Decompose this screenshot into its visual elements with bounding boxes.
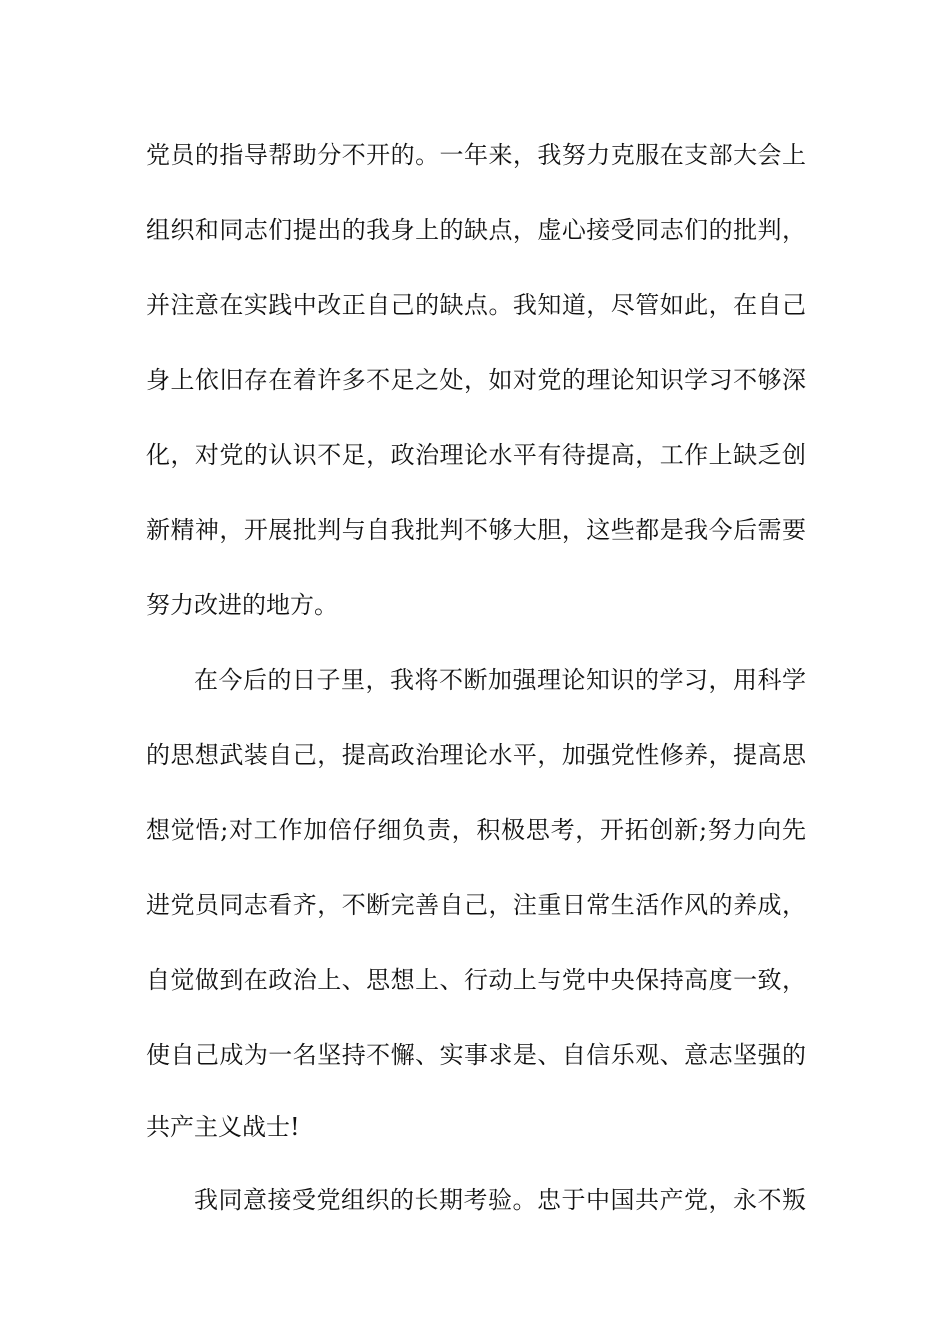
text-line: 新精神，开展批判与自我批判不够大胆，这些都是我今后需要 xyxy=(146,516,806,544)
text-line: 的思想武装自己，提高政治理论水平，加强党性修养，提高思 xyxy=(146,741,806,769)
text-line: 共产主义战士! xyxy=(146,1113,300,1141)
paragraph-first-line: 在今后的日子里，我将不断加强理论知识的学习，用科学 xyxy=(194,666,806,694)
text-line: 化，对党的认识不足，政治理论水平有待提高，工作上缺乏创 xyxy=(146,441,806,469)
text-line: 使自己成为一名坚持不懈、实事求是、自信乐观、意志坚强的 xyxy=(146,1041,806,1069)
text-line: 组织和同志们提出的我身上的缺点，虚心接受同志们的批判， xyxy=(146,216,806,244)
text-line: 自觉做到在政治上、思想上、行动上与党中央保持高度一致， xyxy=(146,966,806,994)
text-line: 进党员同志看齐，不断完善自己，注重日常生活作风的养成， xyxy=(146,891,806,919)
paragraph-first-line: 我同意接受党组织的长期考验。忠于中国共产党，永不叛 xyxy=(194,1186,806,1214)
text-line: 党员的指导帮助分不开的。一年来，我努力克服在支部大会上 xyxy=(146,141,806,169)
text-line: 并注意在实践中改正自己的缺点。我知道，尽管如此，在自己 xyxy=(146,291,806,319)
text-line: 努力改进的地方。 xyxy=(146,591,338,619)
text-line: 身上依旧存在着许多不足之处，如对党的理论知识学习不够深 xyxy=(146,366,806,394)
text-line: 想觉悟;对工作加倍仔细负责，积极思考，开拓创新;努力向先 xyxy=(146,816,806,844)
